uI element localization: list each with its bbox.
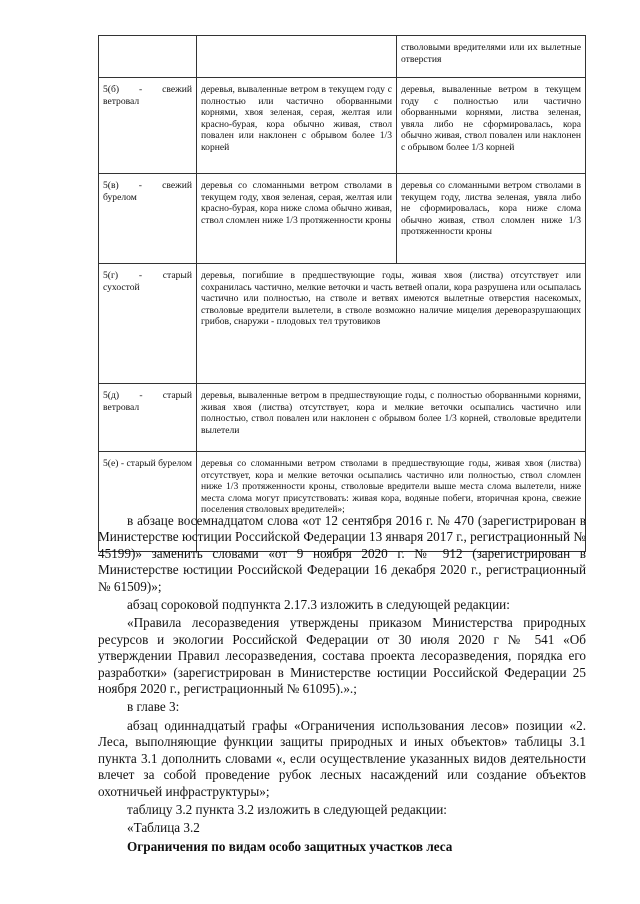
category-code-cell: 5(е) - старый бурелом	[99, 452, 197, 552]
table-reference: «Таблица 3.2	[127, 820, 200, 836]
category-code-cell: 5(в) - свежий бурелом	[99, 174, 197, 264]
table-row	[99, 36, 586, 78]
paragraph: абзац сороковой подпункта 2.17.3 изложить в следующей редакции:	[127, 597, 510, 613]
table-heading: Ограничения по видам особо защитных участков леса	[127, 838, 453, 854]
description-cell: деревья, вываленные ветром в текущем году с полностью или частично оборванными корнями, листва зеленая, увяла либо не сформировалась, кора обычно живая, ствол повален или наклонен с обрывом более 1/3 корней	[397, 78, 586, 174]
damage-category-table	[98, 35, 586, 552]
table-row	[99, 78, 586, 174]
paragraph: таблицу 3.2 пункта 3.2 изложить в следующей редакции:	[127, 801, 447, 817]
description-cell: деревья, вываленные ветром в текущем году с полностью или частично оборванными корнями, хвоя зеленая, серая, желтая или красно-бурая, кора обычно живая, ствол повален или наклонен с обрывом более 1/3 корней	[197, 78, 397, 174]
description-cell	[197, 36, 397, 78]
description-cell: деревья, вываленные ветром в предшествующие годы, с полностью оборванными корнями, живая хвоя (листва) отсутствует, кора и мелкие веточки осыпались частично или полностью, ствол повален или наклонен с обрывом более 1/3 корней, стволовые вредители вылетели	[197, 384, 586, 452]
category-code-cell: 5(г) - старый сухостой	[99, 264, 197, 384]
description-cell: деревья, погибшие в предшествующие годы, живая хвоя (листва) отсутствует или сохранилась частично, мелкие веточки и часть ветвей опали, кора разрушена или осыпалась частично или полностью, на стволе и ветвях имеются вылетные отверстия насекомых, стволовые вредители вылетели, в стволе возможно наличие мицелия дереворазрушающих грибов, снаружи - плодовых тел трутовиков	[197, 264, 586, 384]
paragraph: «Правила лесоразведения утверждены приказом Министерства природных ресурсов и экологии Российской Федерации от 30 июля 2020 г № 541 «Об утверждении Правил лесоразведения, состава проекта лесоразведения, порядка его разработки» (зарегистрирован в Министерстве юстиции Российской Федерации 25 ноября 2020 г., регистрационный № 61095).».;	[98, 615, 586, 697]
paragraph: в главе 3:	[127, 699, 180, 715]
table-row	[99, 174, 586, 264]
description-cell: деревья со сломанными ветром стволами в текущем году, листва зеленая, увяла либо не сформировалась, кора ниже слома обычно живая, ствол сломлен ниже 1/3 протяженности кроны	[397, 174, 586, 264]
description-cell: деревья со сломанными ветром стволами в текущем году, хвоя зеленая, серая, желтая или красно-бурая, кора ниже слома обычно живая, ствол сломлен ниже 1/3 протяженности кроны	[197, 174, 397, 264]
category-code-cell: 5(д) - старый ветровал	[99, 384, 197, 452]
description-cell: стволовыми вредителями или их вылетные отверстия	[397, 36, 586, 78]
paragraph: в абзаце восемнадцатом слова «от 12 сентября 2016 г. № 470 (зарегистрирован в Министерстве юстиции Российской Федерации 13 января 2017 г., регистрационный № 45199)» заменить словами «от 9 ноября 2020 г. № 912 (зарегистрирован в Министерстве юстиции Российской Федерации 16 декабря 2020 г., регистрационный № 61509)»;	[98, 513, 586, 594]
document-body	[98, 513, 586, 857]
table-body	[99, 36, 586, 552]
paragraph: абзац одиннадцатый графы «Ограничения использования лесов» позиции «2. Леса, выполняющие функции защиты природных и иных объектов» таблицы 3.1 пункта 3.1 дополнить словами «, если осуществление указанных видов деятельности влечет за собой проведение рубок лесных насаждений или создание объектов охотничьей инфраструктуры»;	[98, 717, 586, 799]
category-code-cell	[99, 36, 197, 78]
category-code-cell: 5(б) - свежий ветровал	[99, 78, 197, 174]
description-cell: деревья со сломанными ветром стволами в предшествующие годы, живая хвоя (листва) отсутствует, кора и мелкие веточки осыпались частично или полностью, ствол сломлен ниже 1/3 протяженности кроны, стволовые вредители выше места слома вылетели, ниже места слома могут присутствовать: живая кора, водяные побеги, вторичная крона, свежие поселения стволовых вредителей»;	[197, 452, 586, 552]
table-row	[99, 384, 586, 452]
table-row	[99, 264, 586, 384]
